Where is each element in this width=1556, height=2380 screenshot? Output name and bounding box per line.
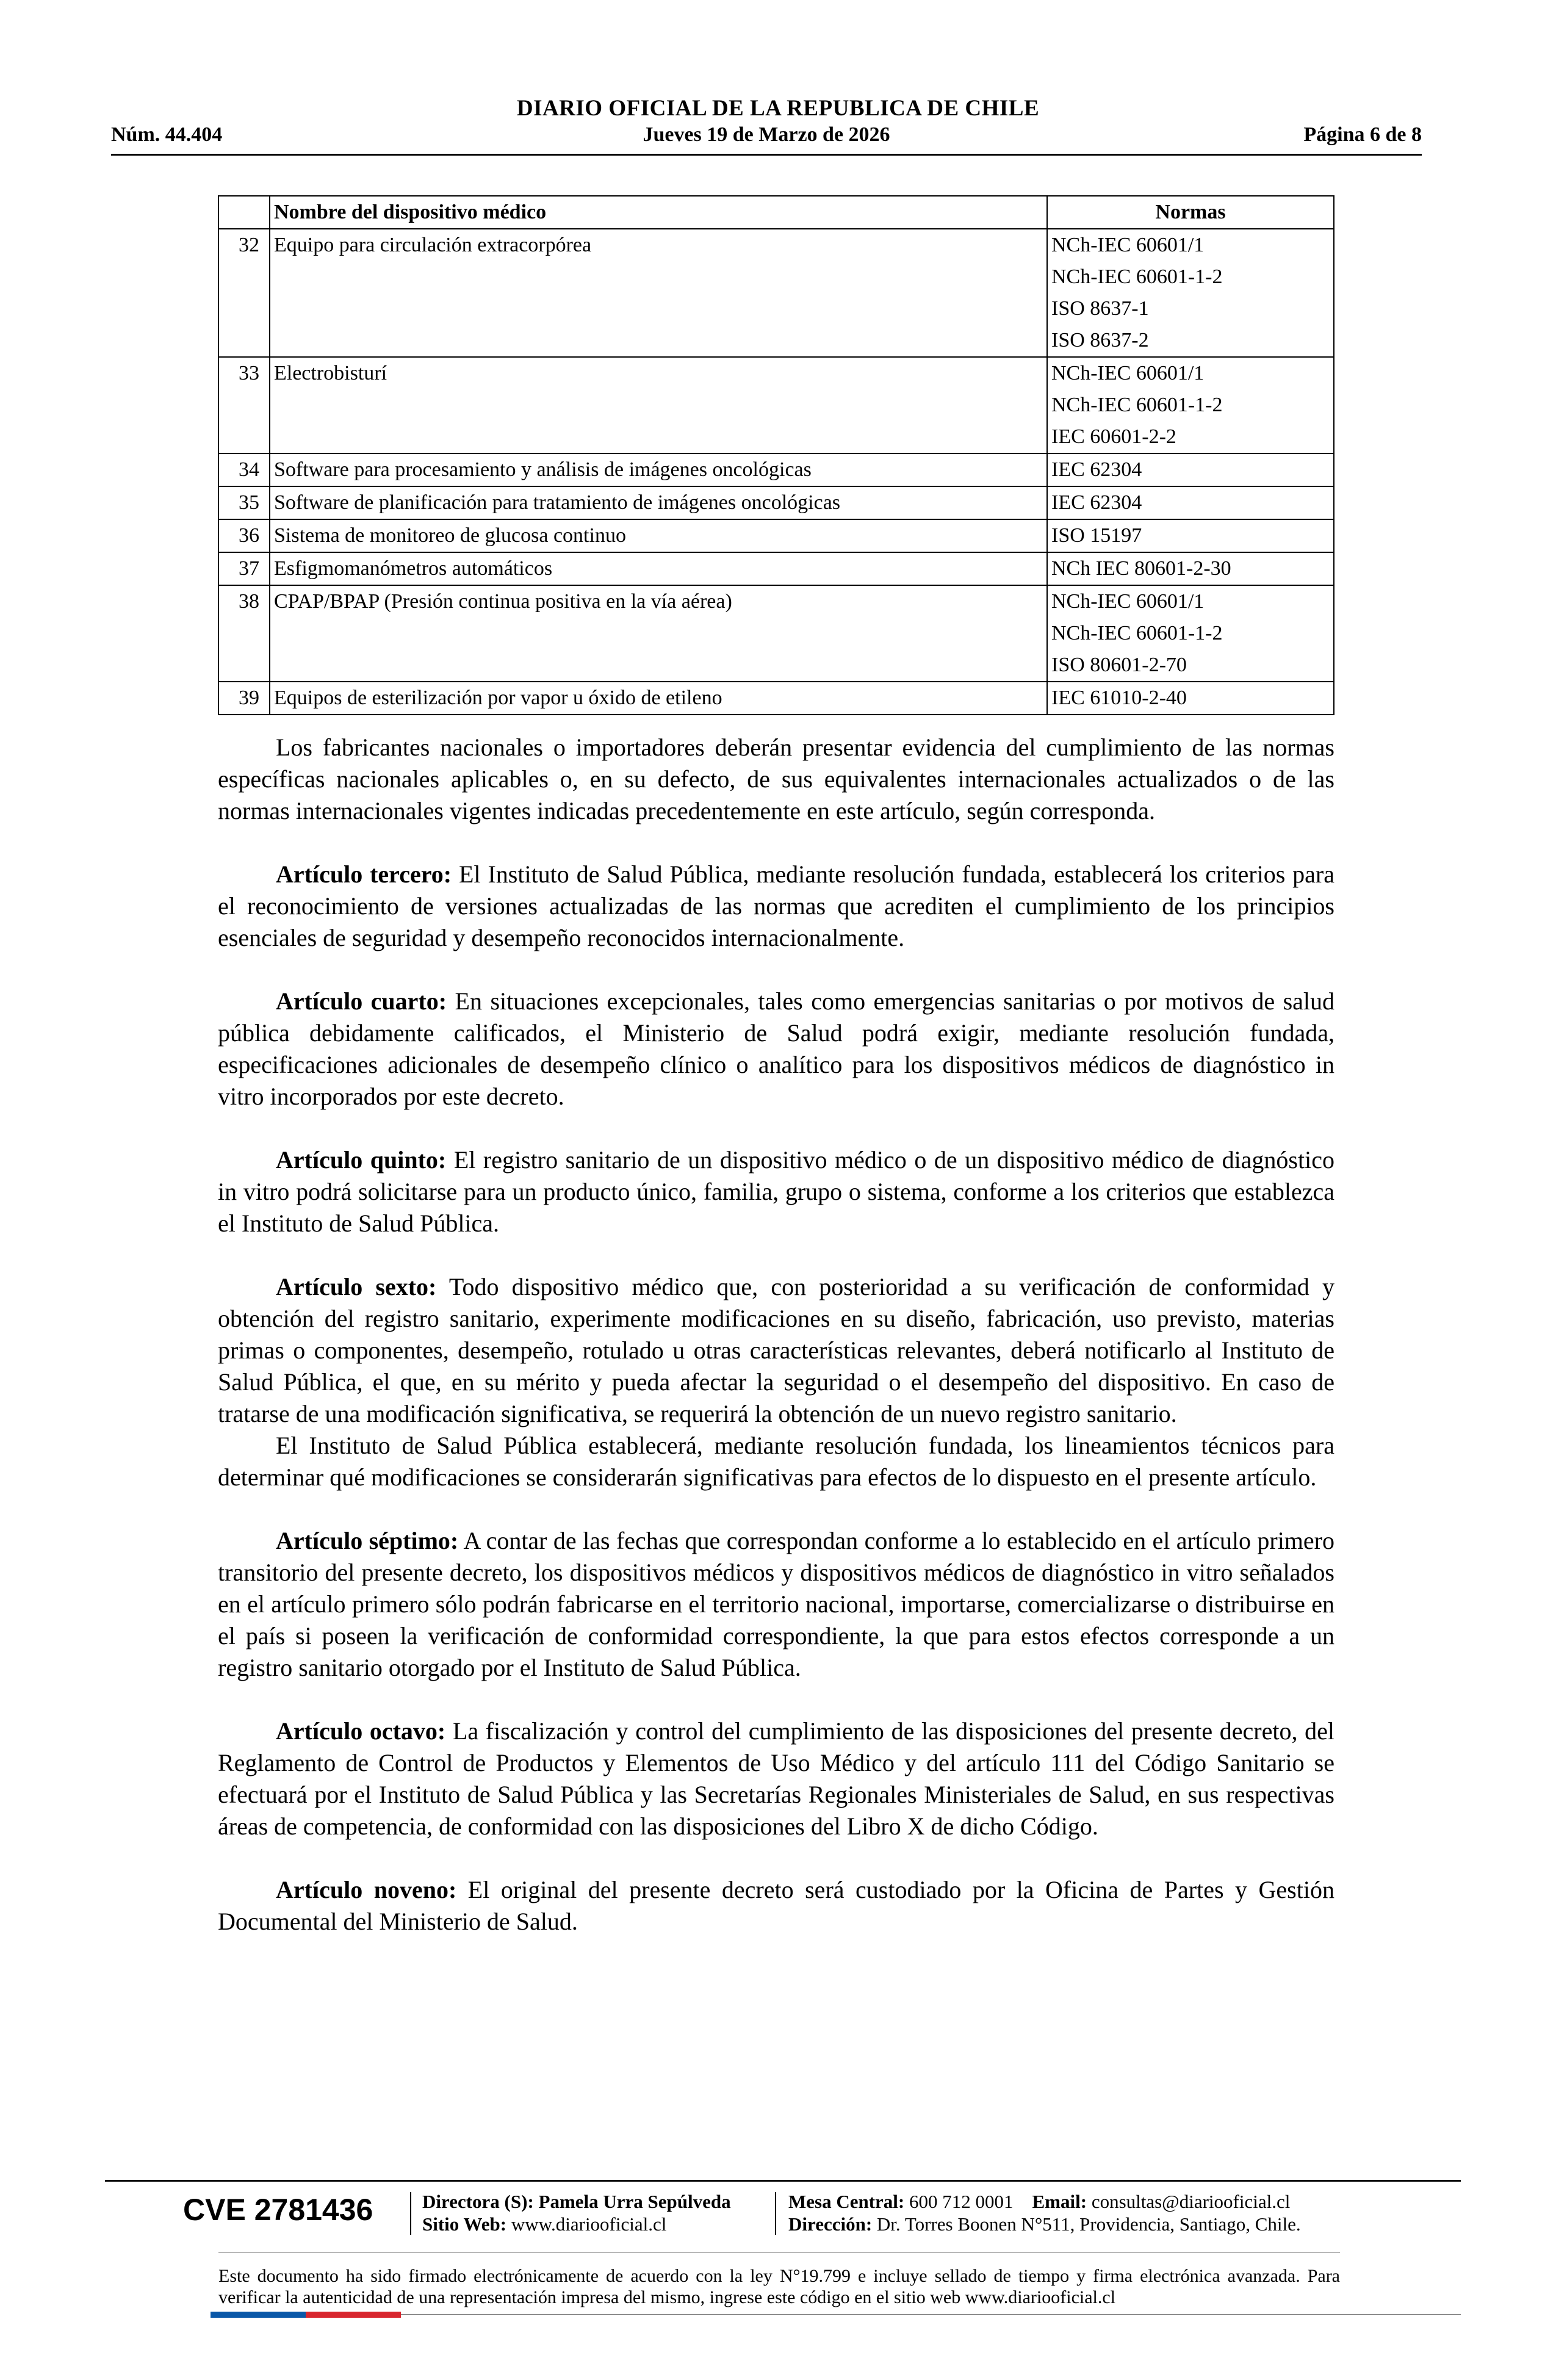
device-name: Software para procesamiento y análisis de imágenes oncológicas [270, 453, 1047, 486]
device-name: Electrobisturí [270, 357, 1047, 453]
table-row [218, 585, 1334, 682]
table-row [218, 453, 1334, 486]
gazette-title: DIARIO OFICIAL DE LA REPUBLICA DE CHILE [516, 96, 1040, 121]
standards-cell [1047, 519, 1334, 552]
row-number: 35 [218, 486, 270, 519]
standard-code: NCh-IEC 60601/1 [1051, 234, 1205, 256]
email-link[interactable]: consultas@diariooficial.cl [1087, 2191, 1291, 2212]
article-heading: Artículo noveno: [276, 1876, 457, 1903]
row-number: 33 [218, 357, 270, 453]
email-label: Email: [1032, 2191, 1087, 2212]
standard-code: IEC 62304 [1051, 491, 1142, 514]
issue-date: Jueves 19 de Marzo de 2026 [643, 123, 890, 146]
body-paragraph [218, 732, 1334, 827]
signature-note: Este documento ha sido firmado electrónicamente de acuerdo con la ley N°19.799 e incluye sellado de tiempo y firma electrónica avanzada. Para verificar la autenticidad de una representación impresa del mismo, ingrese este código en el sitio web www.diariooficial.cl [218, 2266, 1340, 2307]
device-name: Equipos de esterilización por vapor u óxido de etileno [270, 682, 1047, 715]
row-number: 37 [218, 552, 270, 585]
article-heading: Artículo octavo: [276, 1717, 446, 1745]
phone-label: Mesa Central: [788, 2191, 905, 2212]
standard-code: ISO 8637-2 [1051, 329, 1149, 352]
table-row [218, 519, 1334, 552]
article-paragraph [218, 986, 1334, 1112]
paragraph-text: Los fabricantes nacionales o importadores deberán presentar evidencia del cumplimiento de las normas específicas nacionales aplicables o, en su defecto, de sus equivalentes internacionales actualizados o de las normas internacionales vigentes indicadas precedentemente en este artículo, según corresponda. [218, 734, 1334, 824]
footer-divider [105, 2180, 1461, 2182]
article-paragraph [218, 1271, 1334, 1430]
page-indicator: Página 6 de 8 [1303, 123, 1422, 146]
header-number [218, 196, 270, 229]
article-heading: Artículo tercero: [276, 860, 452, 888]
standard-code: IEC 60601-2-2 [1051, 425, 1176, 448]
standard-code: ISO 80601-2-70 [1051, 654, 1187, 676]
header-divider [111, 154, 1422, 156]
paragraph-text: En situaciones excepcionales, tales como emergencias sanitarias o por motivos de salud pública debidamente calificados, el Ministerio de Salud podrá exigir, mediante resolución fundada, especificaciones adicionales de desempeño clínico o analítico para los dispositivos médicos de diagnóstico in vitro incorporados por este decreto. [218, 987, 1334, 1110]
paragraph-text: El Instituto de Salud Pública, mediante resolución fundada, establecerá los criterios para el reconocimiento de versiones actualizadas de las normas que acrediten el cumplimiento de los principios esenciales de seguridad y desempeño reconocidos internacionalmente. [218, 860, 1335, 951]
paragraph-text: El registro sanitario de un dispositivo médico o de un dispositivo médico de diagnóstico in vitro podrá solicitarse para un producto único, familia, grupo o sistema, conforme a los criterios que establezca el Instituto de Salud Pública. [218, 1146, 1334, 1237]
device-name: Software de planificación para tratamiento de imágenes oncológicas [270, 486, 1047, 519]
footer-contact-block [788, 2190, 1301, 2235]
article-heading: Artículo sexto: [276, 1273, 437, 1300]
table-body [218, 229, 1334, 715]
table-row [218, 357, 1334, 453]
standard-code: IEC 62304 [1051, 458, 1142, 481]
address-value: Dr. Torres Boonen N°511, Providencia, Santiago, Chile. [872, 2213, 1301, 2235]
table-row [218, 552, 1334, 585]
article-heading: Artículo cuarto: [276, 987, 447, 1015]
row-number: 39 [218, 682, 270, 715]
standard-code: NCh-IEC 60601-1-2 [1051, 265, 1223, 288]
standard-code: NCh-IEC 60601/1 [1051, 362, 1205, 384]
standards-cell [1047, 552, 1334, 585]
footer-director-block [422, 2190, 731, 2235]
device-name: Equipo para circulación extracorpórea [270, 229, 1047, 357]
device-name: Sistema de monitoreo de glucosa continuo [270, 519, 1047, 552]
paragraph-text: Todo dispositivo médico que, con posterioridad a su verificación de conformidad y obtención del registro sanitario, experimente modificaciones en su diseño, fabricación, uso previsto, materias primas o componentes, desempeño, rotulado u otras características relevantes, deberá notificarlo al Instituto de Salud Pública, el que, en su mérito y pueda afectar la seguridad o el desempeño del dispositivo. En caso de tratarse de una modificación significativa, se requerirá la obtención de un nuevo registro sanitario. [218, 1273, 1334, 1427]
paragraph-text: A contar de las fechas que correspondan conforme a lo establecido en el artículo primero transitorio del presente decreto, los dispositivos médicos y dispositivos médicos de diagnóstico in vitro señalados en el artículo primero sólo podrán fabricarse en el territorio nacional, importarse, comercializarse o distribuirse en el país si poseen la verificación de conformidad correspondiente, la que para estos efectos corresponde a un registro sanitario otorgado por el Instituto de Salud Pública. [218, 1527, 1334, 1681]
header-device-name: Nombre del dispositivo médico [270, 196, 1047, 229]
article-heading: Artículo séptimo: [276, 1527, 459, 1554]
article-heading: Artículo quinto: [276, 1146, 447, 1174]
device-name: CPAP/BPAP (Presión continua positiva en la vía aérea) [270, 585, 1047, 682]
body-paragraph [218, 1430, 1334, 1493]
flag-blue-segment [211, 2312, 306, 2318]
header-standards: Normas [1047, 196, 1334, 229]
table-row [218, 229, 1334, 357]
row-number: 34 [218, 453, 270, 486]
standard-code: NCh IEC 80601-2-30 [1051, 557, 1231, 580]
article-paragraph [218, 859, 1334, 954]
standard-code: IEC 61010-2-40 [1051, 687, 1187, 709]
paragraph-text: El Instituto de Salud Pública establecerá, mediante resolución fundada, los lineamientos técnicos para determinar qué modificaciones se considerarán significativas para efectos de lo dispuesto en el presente artículo. [218, 1432, 1334, 1491]
standards-cell [1047, 357, 1334, 453]
standards-cell [1047, 585, 1334, 682]
address-label: Dirección: [788, 2213, 873, 2235]
article-paragraph [218, 1144, 1334, 1239]
standard-code: NCh-IEC 60601-1-2 [1051, 394, 1223, 416]
website-link[interactable]: www.diariooficial.cl [506, 2213, 667, 2235]
footer-separator [775, 2192, 776, 2235]
table-row [218, 486, 1334, 519]
row-number: 36 [218, 519, 270, 552]
standards-cell [1047, 229, 1334, 357]
bottom-rule [401, 2314, 1461, 2315]
issue-number: Núm. 44.404 [111, 123, 223, 146]
footer-separator [410, 2192, 411, 2235]
phone-value: 600 712 0001 [904, 2191, 1014, 2212]
paragraph-text: La fiscalización y control del cumplimiento de las disposiciones del presente decreto, del Reglamento de Control de Productos y Elementos de Uso Médico y del artículo 111 del Código Sanitario se efectuará por el Instituto de Salud Pública y las Secretarías Regionales Ministeriales de Salud, en sus respectivas áreas de competencia, de conformidad con las disposiciones del Libro X de dicho Código. [218, 1717, 1334, 1840]
standard-code: NCh-IEC 60601-1-2 [1051, 622, 1223, 644]
standard-code: ISO 15197 [1051, 524, 1142, 547]
standard-code: ISO 8637-1 [1051, 297, 1149, 320]
decree-body [218, 732, 1334, 1969]
standards-cell [1047, 682, 1334, 715]
row-number: 32 [218, 229, 270, 357]
table-header-row [218, 196, 1334, 229]
standards-cell [1047, 486, 1334, 519]
director-name: Pamela Urra Sepúlveda [533, 2191, 731, 2212]
article-paragraph [218, 1874, 1334, 1938]
paragraph-text: El original del presente decreto será custodiado por la Oficina de Partes y Gestión Documental del Ministerio de Salud. [218, 1876, 1334, 1935]
website-label: Sitio Web: [422, 2213, 507, 2235]
standards-cell [1047, 453, 1334, 486]
device-name: Esfigmomanómetros automáticos [270, 552, 1047, 585]
standards-table [218, 195, 1334, 715]
flag-stripe [211, 2312, 401, 2318]
table-row [218, 682, 1334, 715]
cve-code: CVE 2781436 [183, 2193, 373, 2227]
standard-code: NCh-IEC 60601/1 [1051, 590, 1205, 613]
director-label: Directora (S): [422, 2191, 534, 2212]
row-number: 38 [218, 585, 270, 682]
article-paragraph [218, 1525, 1334, 1684]
flag-red-segment [306, 2312, 401, 2318]
article-paragraph [218, 1715, 1334, 1842]
